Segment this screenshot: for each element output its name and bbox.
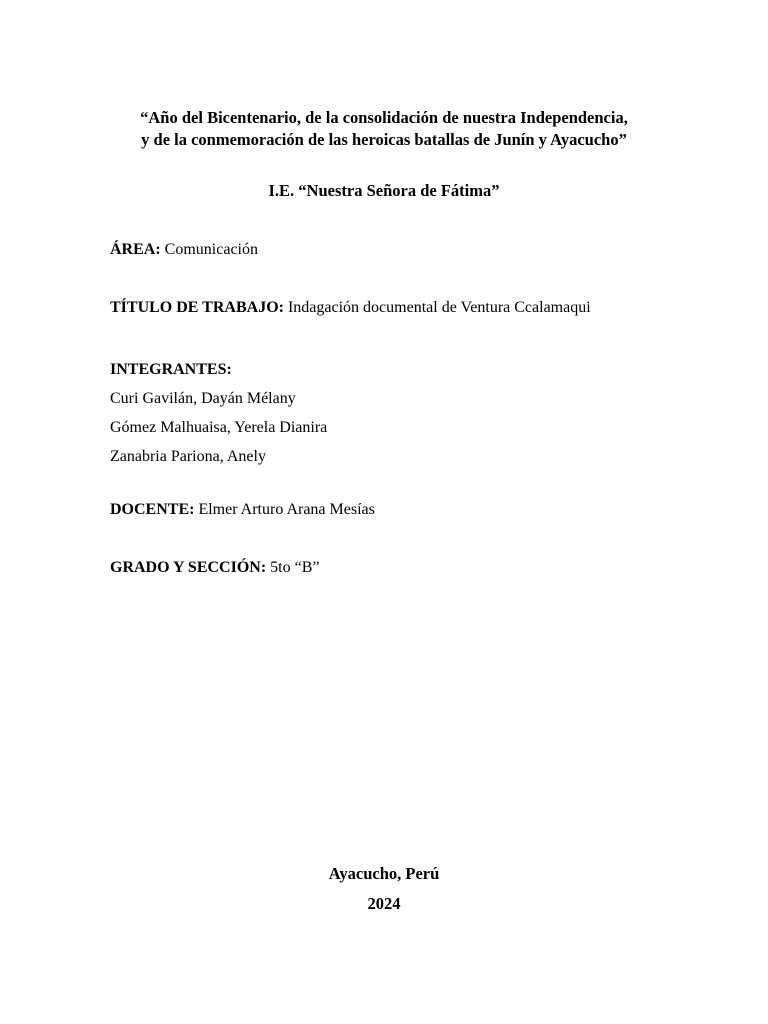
area-label: ÁREA:	[110, 241, 161, 258]
area-field	[110, 239, 258, 261]
year-motto-line-2: y de la conmemoración de las heroicas batallas de Junín y Ayacucho”	[141, 130, 627, 149]
grade-field	[110, 557, 319, 579]
year-motto-line-1: “Año del Bicentenario, de la consolidación de nuestra Independencia,	[140, 108, 628, 127]
place: Ayacucho, Perú	[328, 864, 440, 883]
grade-label: GRADO Y SECCIÓN:	[110, 559, 267, 576]
members-label: INTEGRANTES:	[110, 361, 232, 378]
members-section	[110, 355, 327, 471]
member-name: Curi Gavilán, Dayán Mélany	[110, 390, 296, 407]
teacher-label: DOCENTE:	[110, 501, 195, 518]
grade-value: 5to “B”	[270, 559, 320, 576]
work-title-field	[110, 297, 591, 319]
member-name: Zanabria Pariona, Anely	[110, 448, 266, 465]
work-title-value: Indagación documental de Ventura Ccalamaqui	[287, 299, 591, 316]
year-motto	[0, 107, 768, 151]
member-name: Gómez Malhuaisa, Yerela Dianira	[110, 419, 328, 436]
school-name: I.E. “Nuestra Señora de Fátima”	[268, 181, 500, 200]
teacher-field	[110, 499, 375, 521]
area-value: Comunicación	[164, 241, 258, 258]
year: 2024	[367, 894, 401, 913]
teacher-value: Elmer Arturo Arana Mesías	[198, 501, 375, 518]
work-title-label: TÍTULO DE TRABAJO:	[110, 299, 284, 316]
